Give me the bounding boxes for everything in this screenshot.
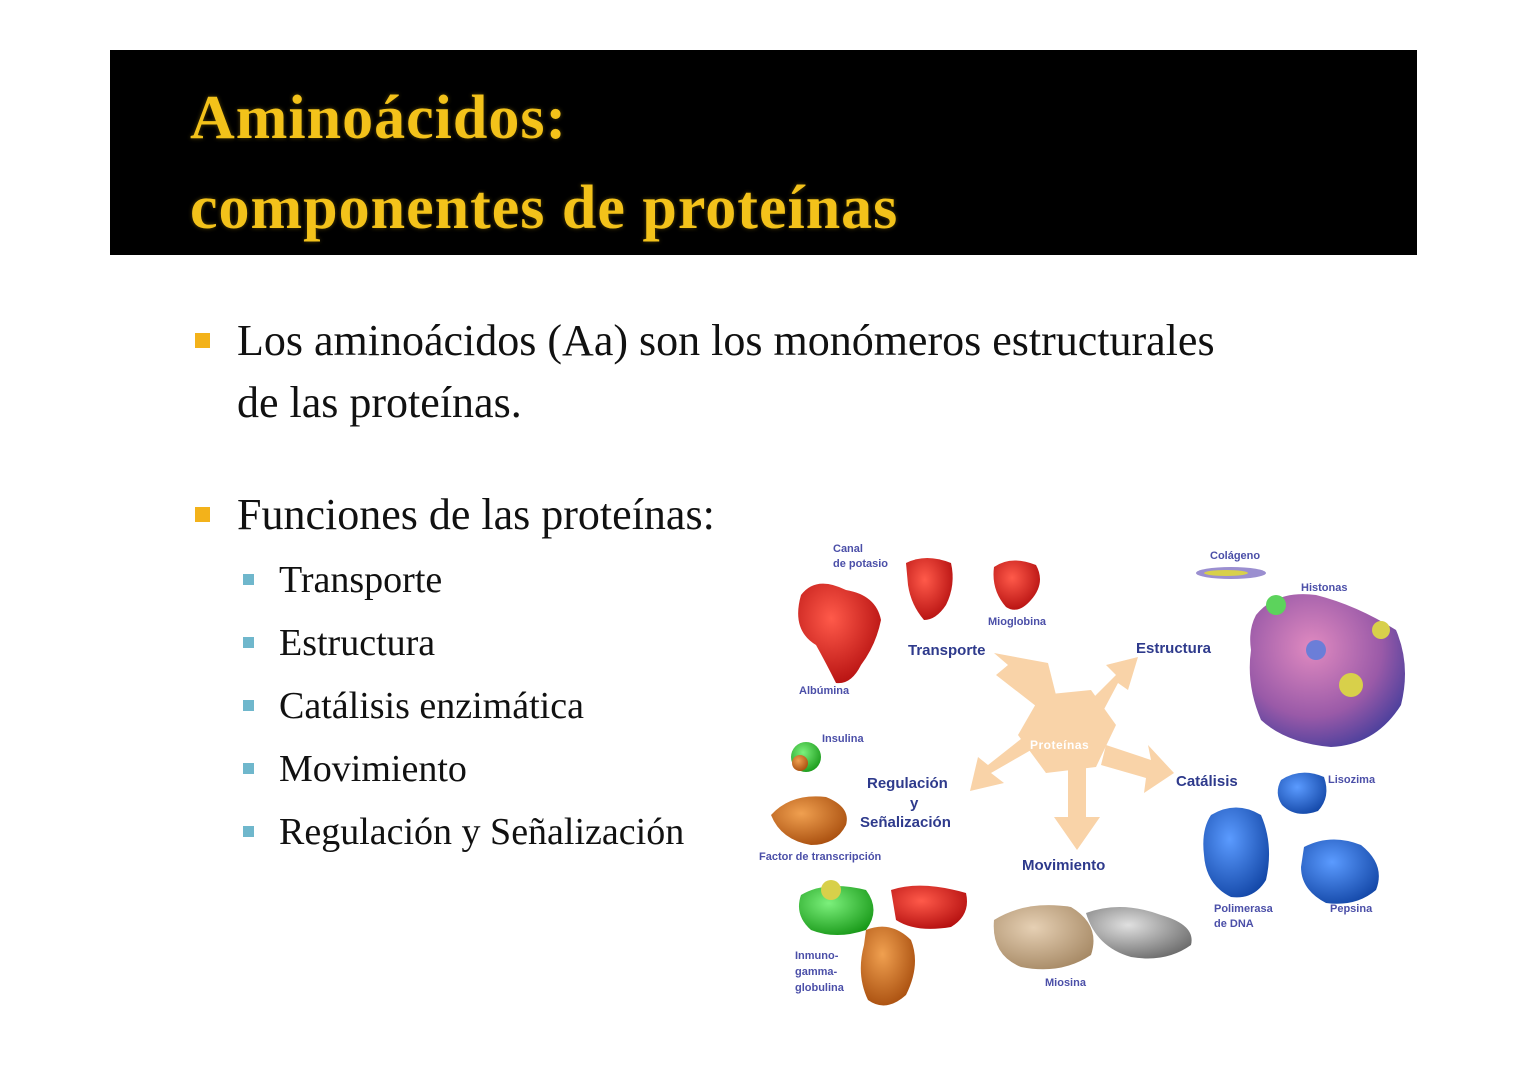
label-lisozima: Lisozima xyxy=(1328,774,1376,786)
sub-bullet-estructura: Estructura xyxy=(279,622,436,664)
miosina-structure xyxy=(994,905,1094,969)
sub-bullet-regulacion: Regulación y Señalización xyxy=(279,811,685,853)
category-catalisis: Catálisis xyxy=(1176,773,1238,790)
category-regulacion-line-3: Señalización xyxy=(860,814,951,831)
diagram-graphics xyxy=(756,535,1416,1025)
slide-title-line-2: componentes de proteínas xyxy=(190,174,899,242)
sub-bullet-square xyxy=(243,763,254,774)
bullet-square xyxy=(195,507,210,522)
category-regulacion-line-2: y xyxy=(910,795,919,812)
slide-title-line-1: Aminoácidos: xyxy=(190,84,568,152)
label-canal-line-2: de potasio xyxy=(833,558,889,570)
arrow-transporte xyxy=(994,653,1056,710)
sub-bullet-transporte: Transporte xyxy=(279,559,443,601)
label-polimerasa-line-2: de DNA xyxy=(1214,918,1254,930)
label-mioglobina: Mioglobina xyxy=(988,616,1047,628)
bullet-text-2: Funciones de las proteínas: xyxy=(237,490,715,539)
label-insulina: Insulina xyxy=(822,733,864,745)
sub-bullet-square xyxy=(243,826,254,837)
histonas-structure xyxy=(1250,594,1405,747)
factor-transcripcion-structure xyxy=(771,796,847,845)
title-banner xyxy=(110,50,1417,255)
label-albumina: Albúmina xyxy=(799,685,850,697)
sub-bullet-square xyxy=(243,700,254,711)
category-movimiento: Movimiento xyxy=(1022,857,1106,874)
pepsina-structure xyxy=(1301,839,1379,903)
diagram-center-label: Proteínas xyxy=(1030,738,1090,752)
label-miosina: Miosina xyxy=(1045,977,1086,989)
label-inmuno-line-3: globulina xyxy=(795,982,844,994)
bullet-text-1-line-1: Los aminoácidos (Aa) son los monómeros estructurales xyxy=(237,316,1215,365)
albumina-structure xyxy=(798,584,881,684)
canal-potasio-structure xyxy=(906,558,953,620)
arrow-catalisis xyxy=(1101,745,1174,793)
sub-bullet-catalisis: Catálisis enzimática xyxy=(279,685,584,727)
label-inmuno-line-1: Inmuno- xyxy=(795,950,839,962)
category-estructura: Estructura xyxy=(1136,640,1212,657)
sub-bullet-square xyxy=(243,574,254,585)
lisozima-structure xyxy=(1278,773,1327,814)
label-inmuno-line-2: gamma- xyxy=(795,966,838,978)
label-canal-line-1: Canal xyxy=(833,543,863,555)
sub-bullet-square xyxy=(243,637,254,648)
bullet-text-1-line-2: de las proteínas. xyxy=(237,378,522,427)
mioglobina-structure xyxy=(994,560,1041,609)
label-colageno: Colágeno xyxy=(1210,550,1261,562)
category-transporte: Transporte xyxy=(908,642,986,659)
label-histonas: Histonas xyxy=(1301,582,1348,594)
label-factor-transcripcion: Factor de transcripción xyxy=(759,851,882,863)
bullet-square xyxy=(195,333,210,348)
protein-functions-diagram xyxy=(756,535,1416,1025)
polimerasa-structure xyxy=(1203,808,1269,898)
category-regulacion-line-1: Regulación xyxy=(867,775,948,792)
sub-bullet-movimiento: Movimiento xyxy=(279,748,467,790)
label-pepsina: Pepsina xyxy=(1330,903,1373,915)
label-polimerasa-line-1: Polimerasa xyxy=(1214,903,1273,915)
